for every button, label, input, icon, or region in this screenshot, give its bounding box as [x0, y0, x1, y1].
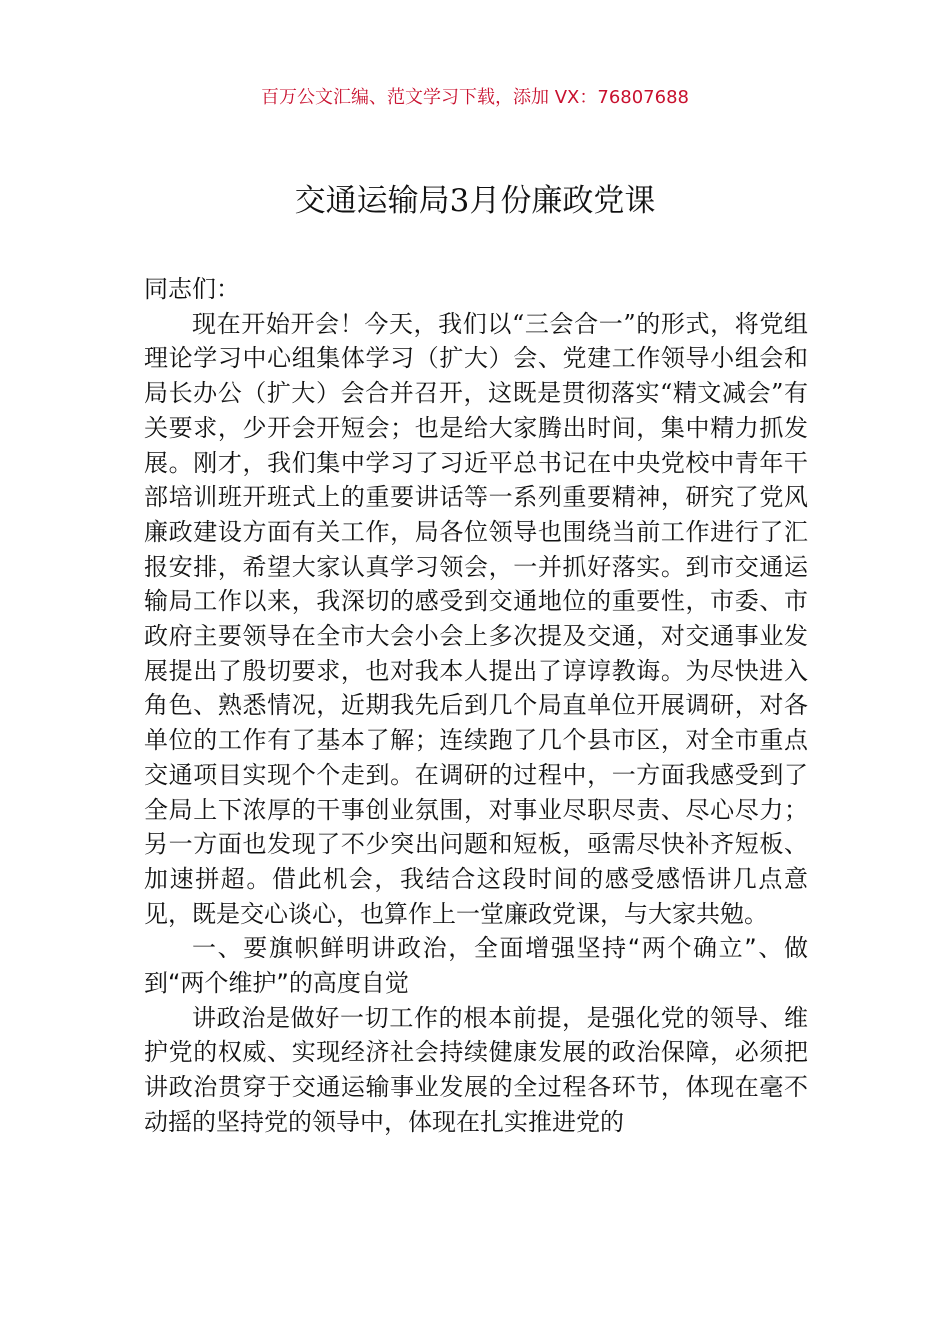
document-body — [144, 272, 808, 1140]
document-title: 交通运输局3月份廉政党课 — [294, 183, 656, 219]
salutation: 同志们： — [144, 275, 240, 303]
section-heading-1: 一、要旗帜鲜明讲政治，全面增强坚持“两个确立”、做到“两个维护”的高度自觉 — [144, 934, 808, 998]
opening-paragraph: 现在开始开会！今天，我们以“三会合一”的形式，将党组理论学习中心组集体学习（扩大）会、党建工作领导小组会和局长办公（扩大）会合并召开，这既是贯彻落实“精文减会”有关要求，少开会开短会；也是给大家腾出时间，集中精力抓发展。刚才，我们集中学习了习近平总书记在中央党校中青年干部培训班开班式上的重要讲话等一系列重要精神，研究了党风廉政建设方面有关工作，局各位领导也围绕当前工作进行了汇报安排，希望大家认真学习领会，一并抓好落实。到市交通运输局工作以来，我深切的感受到交通地位的重要性，市委、市政府主要领导在全市大会小会上多次提及交通，对交通事业发展提出了殷切要求，也对我本人提出了谆谆教诲。为尽快进入角色、熟悉情况，近期我先后到几个局直单位开展调研，对各单位的工作有了基本了解；连续跑了几个县市区，对全市重点交通项目实现个个走到。在调研的过程中，一方面我感受到了全局上下浓厚的干事创业氛围，对事业尽职尽责、尽心尽力；另一方面也发现了不少突出问题和短板，亟需尽快补齐短板、加速拼超。借此机会，我结合这段时间的感受感悟讲几点意见，既是交心谈心，也算作上一堂廉政党课，与大家共勉。 — [144, 309, 808, 928]
download-banner: 百万公文汇编、范文学习下载，添加 VX：76807688 — [261, 87, 689, 108]
section-1-paragraph: 讲政治是做好一切工作的根本前提，是强化党的领导、维护党的权威、实现经济社会持续健康发展的政治保障，必须把讲政治贯穿于交通运输事业发展的全过程各环节，体现在毫不动摇的坚持党的领导中，体现在扎实推进党的 — [144, 1003, 808, 1136]
